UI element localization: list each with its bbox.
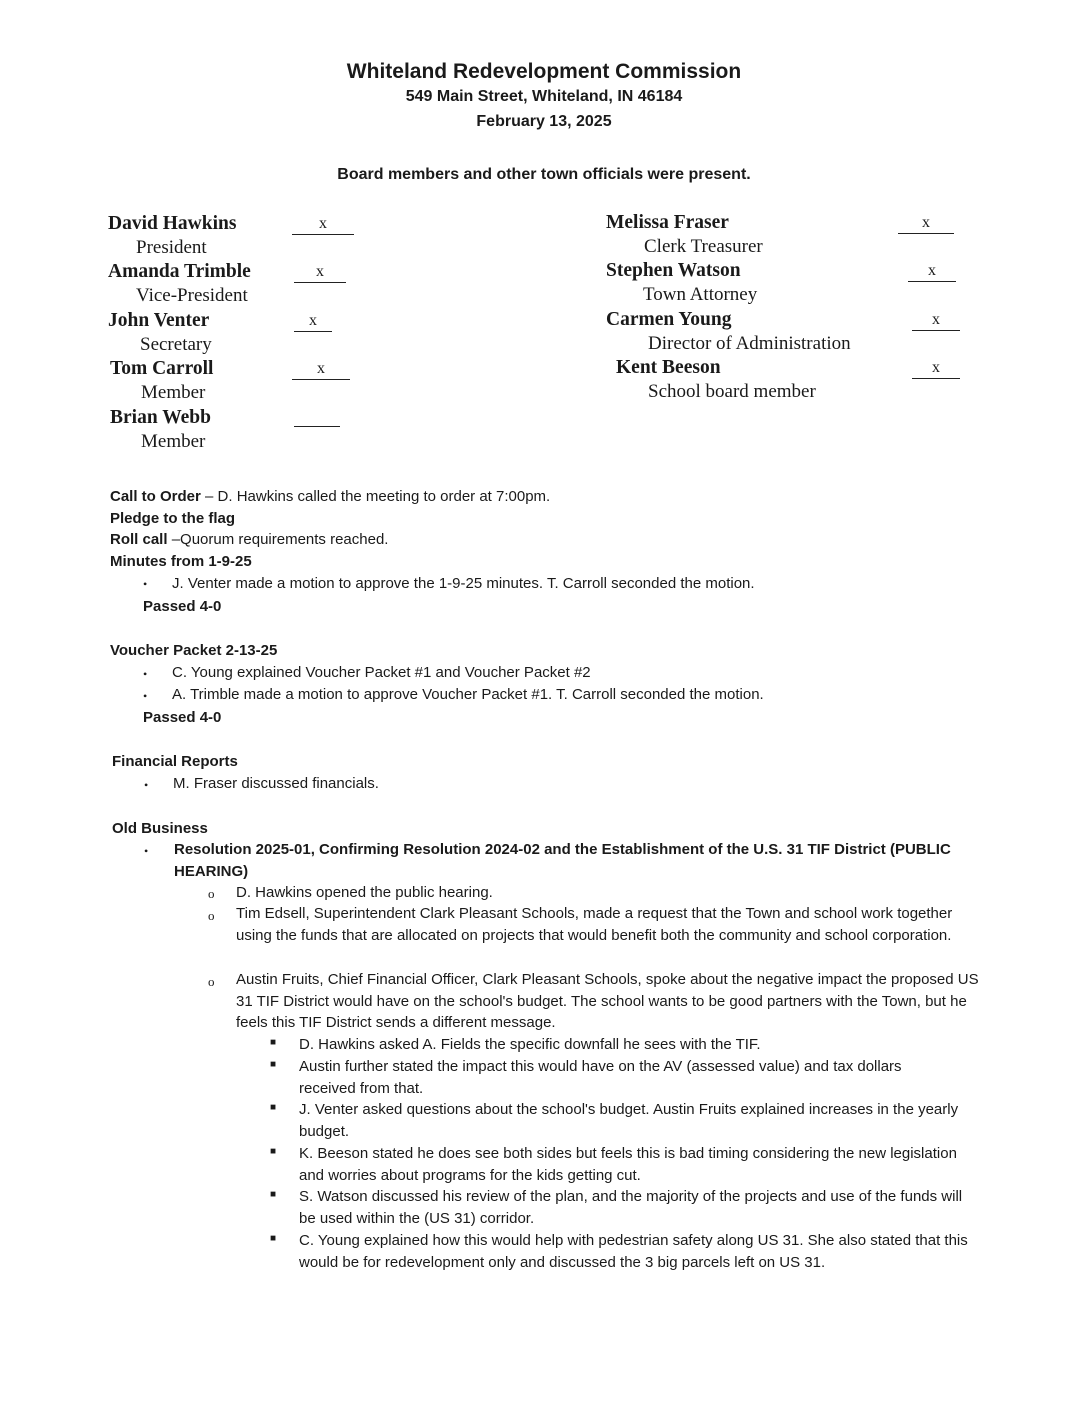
list-item: D. Hawkins asked A. Fields the specific downfall he sees with the TIF. bbox=[299, 1036, 761, 1053]
square-bullet-icon: ■ bbox=[270, 1102, 277, 1113]
member-role: Secretary bbox=[140, 334, 212, 355]
list-item: Tim Edsell, Superintendent Clark Pleasant Schools, made a request that the Town and school work together using the funds that are allocated on projects that would benefit both the community and school corporation. bbox=[236, 905, 953, 944]
square-bullet-icon: ■ bbox=[270, 1233, 277, 1244]
square-bullet-icon: ■ bbox=[270, 1146, 277, 1157]
resolution-title-line: HEARING) bbox=[174, 862, 249, 880]
board-member bbox=[110, 357, 213, 405]
member-role: President bbox=[136, 237, 207, 258]
list-item: J. Venter made a motion to approve the 1-9-25 minutes. T. Carroll seconded the motion. bbox=[172, 575, 755, 592]
call-to-order bbox=[110, 486, 550, 507]
board-member bbox=[108, 212, 236, 260]
attendance-note: Board members and other town officials were present. bbox=[337, 166, 751, 183]
list-item: J. Venter asked questions about the school's budget. Austin Fruits explained increases in the yearly budget. bbox=[299, 1101, 959, 1140]
call-to-order-label: Call to Order bbox=[110, 488, 201, 505]
member-name: Brian Webb bbox=[110, 407, 211, 428]
minutes-heading: Minutes from 1-9-25 bbox=[110, 553, 252, 570]
board-member bbox=[606, 211, 763, 259]
square-bullet-icon: ■ bbox=[270, 1059, 277, 1070]
motion-result: Passed 4-0 bbox=[143, 598, 222, 615]
resolution-title-line: Resolution 2025-01, Confirming Resolution 2024-02 and the Establishment of the U.S. 31 TIF District (PUBLIC bbox=[174, 841, 951, 858]
bullet-icon: • bbox=[143, 667, 148, 681]
list-item: Austin Fruits, Chief Financial Officer, Clark Pleasant Schools, spoke about the negative impact the proposed US 31 TIF District would have on the school's budget. The school wants to be good partners with the Town, but he feels this TIF District sends a different message. bbox=[236, 971, 979, 1031]
resolution-title bbox=[174, 839, 984, 882]
member-role: Member bbox=[141, 382, 206, 403]
board-member bbox=[606, 259, 757, 307]
list-item: M. Fraser discussed financials. bbox=[173, 775, 379, 792]
attendance-mark: x bbox=[898, 213, 954, 234]
attendance-mark: x bbox=[908, 261, 956, 282]
bullet-icon: • bbox=[143, 577, 148, 591]
attendance-mark: x bbox=[912, 310, 960, 331]
attendance-mark: x bbox=[294, 262, 346, 283]
board-member bbox=[606, 308, 851, 356]
member-name: David Hawkins bbox=[108, 213, 237, 234]
roll-call bbox=[110, 529, 388, 550]
bullet-icon: • bbox=[143, 689, 148, 703]
motion-result: Passed 4-0 bbox=[143, 709, 222, 726]
pledge-heading: Pledge to the flag bbox=[110, 510, 236, 527]
member-role: Member bbox=[141, 431, 206, 452]
bullet-icon: • bbox=[144, 778, 149, 792]
list-item: K. Beeson stated he does see both sides but feels this is bad timing considering the new legislation and worries about programs for the kids getting cut. bbox=[299, 1145, 957, 1184]
list-item: Austin further stated the impact this would have on the AV (assessed value) and tax dollars received from that. bbox=[299, 1058, 902, 1097]
document-address: 549 Main Street, Whiteland, IN 46184 bbox=[405, 88, 683, 105]
attendance-mark: x bbox=[912, 358, 960, 379]
member-name: Tom Carroll bbox=[110, 358, 214, 379]
list-item: S. Watson discussed his review of the plan, and the majority of the projects and use of the funds will be used within the (US 31) corridor. bbox=[299, 1188, 963, 1227]
member-role: Vice-President bbox=[136, 285, 248, 306]
document-title: Whiteland Redevelopment Commission bbox=[346, 60, 742, 83]
list-item: A. Trimble made a motion to approve Voucher Packet #1. T. Carroll seconded the motion. bbox=[172, 686, 764, 703]
circle-bullet-icon: o bbox=[208, 974, 215, 989]
attendance-mark bbox=[294, 406, 340, 427]
member-name: Amanda Trimble bbox=[108, 261, 251, 282]
bullet-icon: • bbox=[144, 844, 149, 858]
circle-bullet-icon: o bbox=[208, 908, 215, 923]
roll-call-text: –Quorum requirements reached. bbox=[167, 531, 389, 548]
board-member bbox=[108, 309, 212, 357]
member-name: John Venter bbox=[108, 310, 210, 331]
member-role: Director of Administration bbox=[648, 333, 851, 354]
board-member bbox=[616, 356, 816, 404]
member-role: School board member bbox=[648, 381, 816, 402]
list-item: D. Hawkins opened the public hearing. bbox=[236, 884, 493, 901]
list-item: C. Young explained how this would help with pedestrian safety along US 31. She also stated that this would be for redevelopment only and discussed the 3 big parcels left on US 31. bbox=[299, 1232, 968, 1271]
voucher-heading: Voucher Packet 2-13-25 bbox=[110, 642, 278, 659]
attendance-mark: x bbox=[292, 214, 354, 235]
roll-call-label: Roll call bbox=[110, 531, 168, 548]
member-name: Melissa Fraser bbox=[606, 212, 729, 233]
board-member bbox=[108, 260, 251, 308]
square-bullet-icon: ■ bbox=[270, 1037, 277, 1048]
financial-heading: Financial Reports bbox=[112, 753, 238, 770]
member-role: Clerk Treasurer bbox=[644, 236, 763, 257]
attendance-mark: x bbox=[294, 311, 332, 332]
board-member bbox=[110, 406, 211, 454]
member-role: Town Attorney bbox=[643, 284, 758, 305]
member-name: Stephen Watson bbox=[606, 260, 741, 281]
meeting-date: February 13, 2025 bbox=[476, 113, 612, 130]
list-item: C. Young explained Voucher Packet #1 and Voucher Packet #2 bbox=[172, 664, 591, 681]
attendance-mark: x bbox=[292, 359, 350, 380]
square-bullet-icon: ■ bbox=[270, 1189, 277, 1200]
member-name: Carmen Young bbox=[606, 309, 732, 330]
member-name: Kent Beeson bbox=[616, 357, 721, 378]
old-business-heading: Old Business bbox=[112, 820, 208, 837]
call-to-order-text: – D. Hawkins called the meeting to order at 7:00pm. bbox=[200, 488, 551, 505]
circle-bullet-icon: o bbox=[208, 886, 215, 901]
